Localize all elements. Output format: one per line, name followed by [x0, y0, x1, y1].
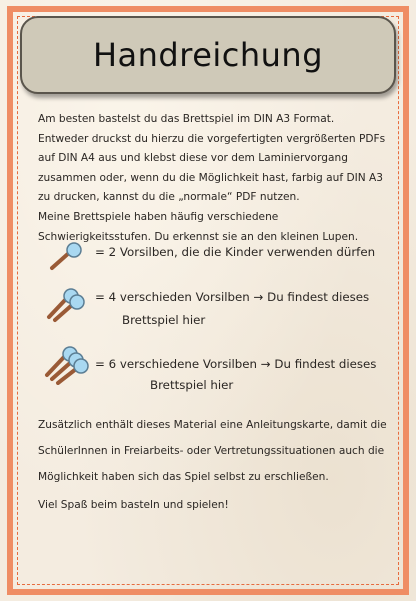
level-description: = 2 Vorsilben, die die Kinder verwenden dürfen [95, 245, 376, 259]
level-continuation: Brettspiel hier [122, 313, 206, 327]
intro-line: zu drucken, kannst du die „normale“ PDF nutzen. [38, 191, 300, 204]
level-description: = 4 verschieden Vorsilben → Du findest dieses [95, 290, 370, 304]
closing-line: Viel Spaß beim basteln und spielen! [38, 499, 229, 511]
intro-line: Entweder druckst du hierzu die vorgefertigten vergrößerten PDFs [38, 132, 386, 145]
title-banner [20, 16, 396, 94]
magnifier-icon [44, 345, 92, 385]
magnifier-icon [44, 242, 86, 272]
level-description: = 6 verschiedene Vorsilben → Du findest dieses [95, 357, 377, 371]
level-continuation: Brettspiel hier [150, 378, 234, 392]
intro-line: Schwierigkeitsstufen. Du erkennst sie an den kleinen Lupen. [38, 230, 359, 243]
paragraph-line: Zusätzlich enthält dieses Material eine Anleitungskarte, damit die [38, 419, 387, 431]
paragraph-line: Möglichkeit haben sich das Spiel selbst zu erschließen. [38, 471, 329, 483]
magnifier-icon [44, 287, 88, 323]
material-paragraph [38, 412, 387, 490]
intro-text [38, 110, 385, 247]
paragraph-line: SchülerInnen in Freiarbeits- oder Vertretungssituationen auch die [38, 445, 385, 457]
intro-line: auf DIN A4 aus und klebst diese vor dem Laminiervorgang [38, 152, 348, 165]
intro-line: Am besten bastelst du das Brettspiel im DIN A3 Format. [38, 113, 335, 125]
intro-line: Meine Brettspiele haben häufig verschiedene [38, 210, 279, 223]
intro-line: zusammen oder, wenn du die Möglichkeit hast, farbig auf DIN A3 [38, 171, 384, 184]
page-title: Handreichung [92, 36, 324, 74]
